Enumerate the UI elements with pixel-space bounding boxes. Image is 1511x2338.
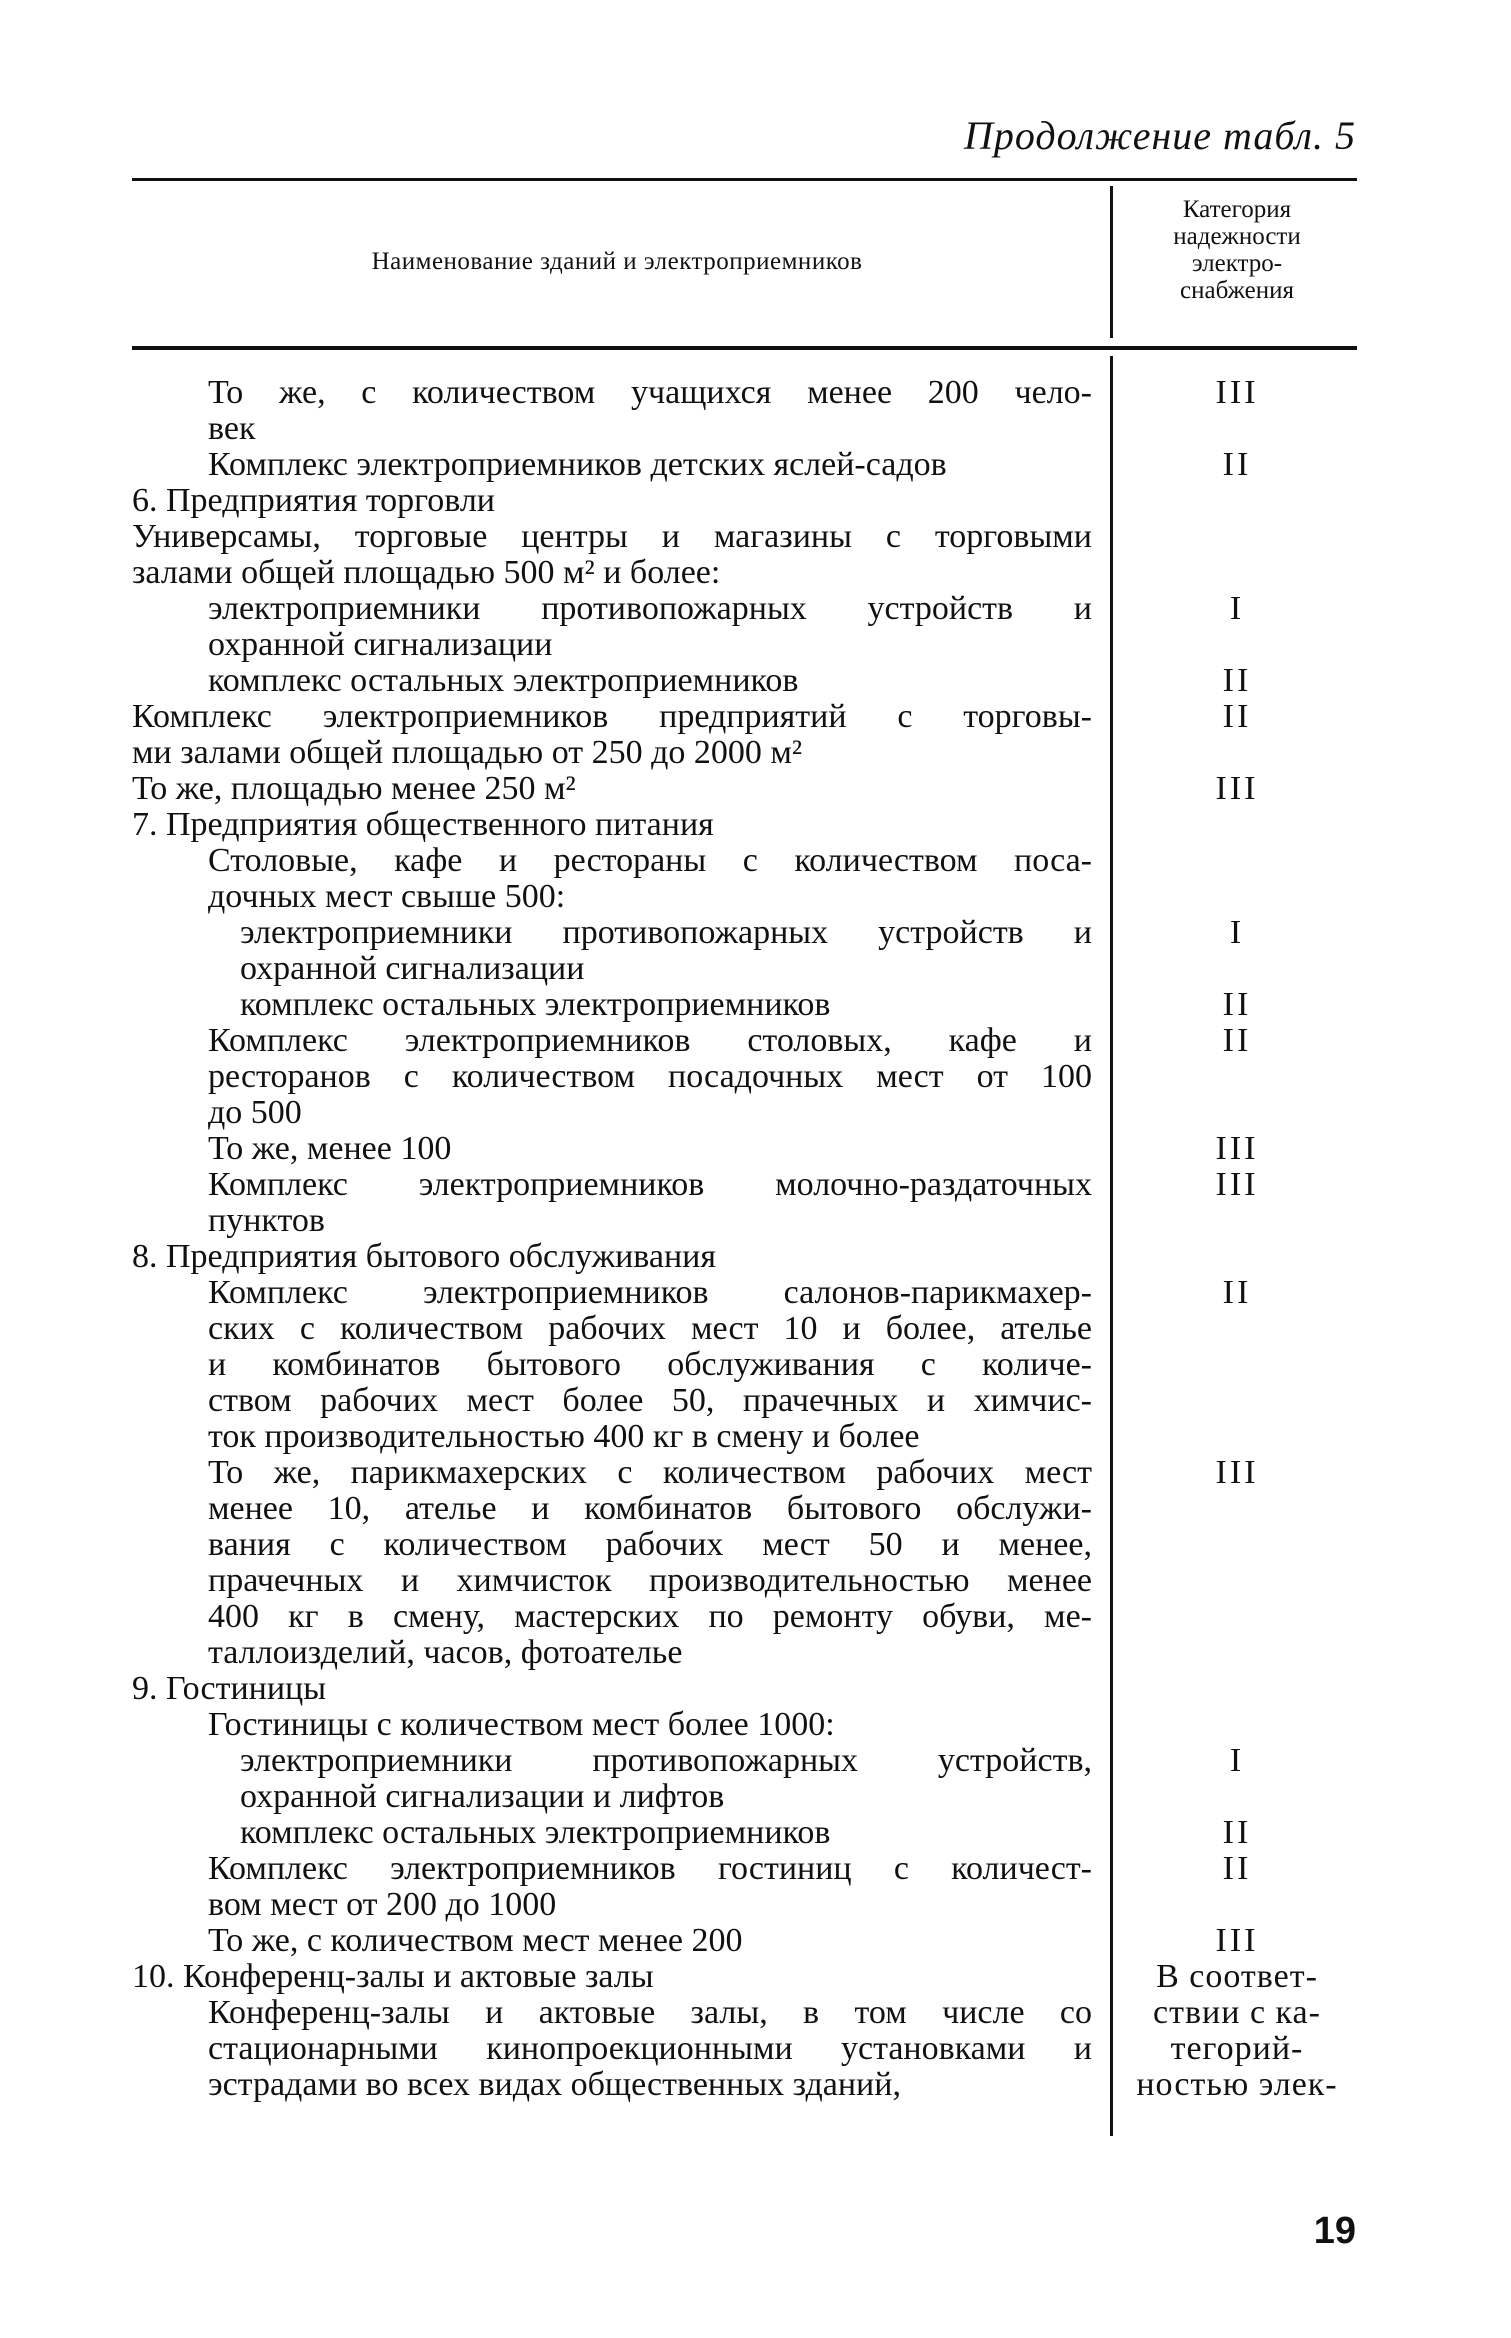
table-row xyxy=(0,375,1511,447)
row-category: II xyxy=(1222,662,1252,699)
header-column-divider xyxy=(1110,186,1113,338)
table-row xyxy=(0,1455,1511,1671)
row-name: комплекс остальных электроприемников xyxy=(240,1814,831,1851)
table-row xyxy=(0,1239,1511,1275)
row-category: II xyxy=(1222,446,1252,483)
row-name: То же, с количеством мест менее 200 xyxy=(208,1922,743,1959)
section-heading: 9. Гостиницы xyxy=(132,1670,327,1707)
row-category: III xyxy=(1215,1166,1259,1203)
table-row xyxy=(0,915,1511,987)
section-heading: 7. Предприятия общественного питания xyxy=(132,806,714,843)
table-row xyxy=(0,1131,1511,1167)
page-number: 19 xyxy=(1313,2210,1356,2252)
section-heading: 6. Предприятия торговли xyxy=(132,482,495,519)
row-name: То же, парикмахерских с количеством рабочих мест менее 10, ателье и комбинатов бытового обслужи- вания с количеством рабочих мест 50 и менее, прачечных и химчисток производительностью менее 400 кг в смену, мастерских по ремонту обуви, ме- таллоизделий, часов, фотоателье xyxy=(208,1454,1092,1671)
row-category: I xyxy=(1229,1742,1245,1779)
row-name: Комплекс электроприемников салонов-парикмахер- ских с количеством рабочих мест 10 и более, ателье и комбинатов бытового обслуживания с количе- ством рабочих мест более 50, прачечных и химчис- ток производительностью 400 кг в смену и более xyxy=(208,1274,1092,1455)
table-row xyxy=(0,591,1511,663)
table-row xyxy=(0,843,1511,915)
row-name: электроприемники противопожарных устройств, охранной сигнализации и лифтов xyxy=(240,1742,1092,1815)
table-row xyxy=(0,699,1511,771)
table-row xyxy=(0,447,1511,483)
table-row xyxy=(0,1167,1511,1239)
row-category: ствии с ка- тегорий- ностью элек- xyxy=(1136,1994,1338,2103)
row-name: комплекс остальных электроприемников xyxy=(208,662,799,699)
row-category: II xyxy=(1222,698,1252,735)
table-row xyxy=(0,987,1511,1023)
table-top-rule xyxy=(132,178,1357,181)
column-header-category-line: электро- xyxy=(1191,250,1283,277)
column-header-category xyxy=(1118,196,1356,304)
row-name: Конференц-залы и актовые залы, в том числе со стационарными кинопроекционными установками и эстрадами во всех видах общественных зданий, xyxy=(208,1994,1092,2103)
table-row xyxy=(0,1815,1511,1851)
table-row xyxy=(0,1023,1511,1131)
section-heading: 10. Конференц-залы и актовые залы xyxy=(132,1958,654,1995)
table-row xyxy=(0,1851,1511,1923)
row-category: II xyxy=(1222,986,1252,1023)
table-row xyxy=(0,1995,1511,2103)
row-category: III xyxy=(1215,1454,1259,1491)
column-header-category-line: Категория xyxy=(1182,196,1292,223)
row-name: электроприемники противопожарных устройств и охранной сигнализации xyxy=(208,590,1092,663)
table-row xyxy=(0,771,1511,807)
row-name: электроприемники противопожарных устройств и охранной сигнализации xyxy=(240,914,1092,987)
table-row xyxy=(0,1707,1511,1743)
row-category: I xyxy=(1229,590,1245,627)
row-name: Гостиницы с количеством мест более 1000: xyxy=(208,1706,835,1743)
row-category: II xyxy=(1222,1274,1252,1311)
section-heading: 8. Предприятия бытового обслуживания xyxy=(132,1238,717,1275)
row-name: То же, площадью менее 250 м² xyxy=(132,770,576,807)
table-row xyxy=(0,483,1511,519)
row-category: В соответ- xyxy=(1156,1958,1318,1995)
column-header-category-line: надежности xyxy=(1173,223,1301,250)
row-category: III xyxy=(1215,770,1259,807)
table-body xyxy=(0,375,1511,2103)
row-category: II xyxy=(1222,1022,1252,1059)
row-category: III xyxy=(1215,1130,1259,1167)
row-name: То же, менее 100 xyxy=(208,1130,452,1167)
row-name: комплекс остальных электроприемников xyxy=(240,986,831,1023)
table-row xyxy=(0,807,1511,843)
row-category: II xyxy=(1222,1850,1252,1887)
row-name: Комплекс электроприемников гостиниц с количест- вом мест от 200 до 1000 xyxy=(208,1850,1092,1923)
row-name: Комплекс электроприемников столовых, кафе и ресторанов с количеством посадочных мест от 100 до 500 xyxy=(208,1022,1092,1131)
row-name: Универсамы, торговые центры и магазины с торговыми залами общей площадью 500 м² и более: xyxy=(132,518,1092,591)
column-header-name: Наименование зданий и электроприемников xyxy=(371,248,863,275)
table-continuation-caption: Продолжение табл. 5 xyxy=(963,113,1356,158)
row-category: III xyxy=(1215,374,1259,411)
column-header-category-line: снабжения xyxy=(1180,277,1294,304)
row-category: II xyxy=(1222,1814,1252,1851)
table-row xyxy=(0,1671,1511,1707)
row-name: Столовые, кафе и рестораны с количеством поса- дочных мест свыше 500: xyxy=(208,842,1092,915)
table-row xyxy=(0,1923,1511,1959)
header-bottom-rule xyxy=(132,346,1357,350)
row-name: То же, с количеством учащихся менее 200 чело- век xyxy=(208,374,1092,447)
table-row xyxy=(0,1743,1511,1815)
row-category: I xyxy=(1229,914,1245,951)
table-row xyxy=(0,1959,1511,1995)
row-name: Комплекс электроприемников предприятий с торговы- ми залами общей площадью от 250 до 2000 м² xyxy=(132,698,1092,771)
row-name: Комплекс электроприемников детских яслей-садов xyxy=(208,446,947,483)
row-name: Комплекс электроприемников молочно-раздаточных пунктов xyxy=(208,1166,1092,1239)
table-row xyxy=(0,1275,1511,1455)
table-row xyxy=(0,663,1511,699)
table-row xyxy=(0,519,1511,591)
row-category: III xyxy=(1215,1922,1259,1959)
